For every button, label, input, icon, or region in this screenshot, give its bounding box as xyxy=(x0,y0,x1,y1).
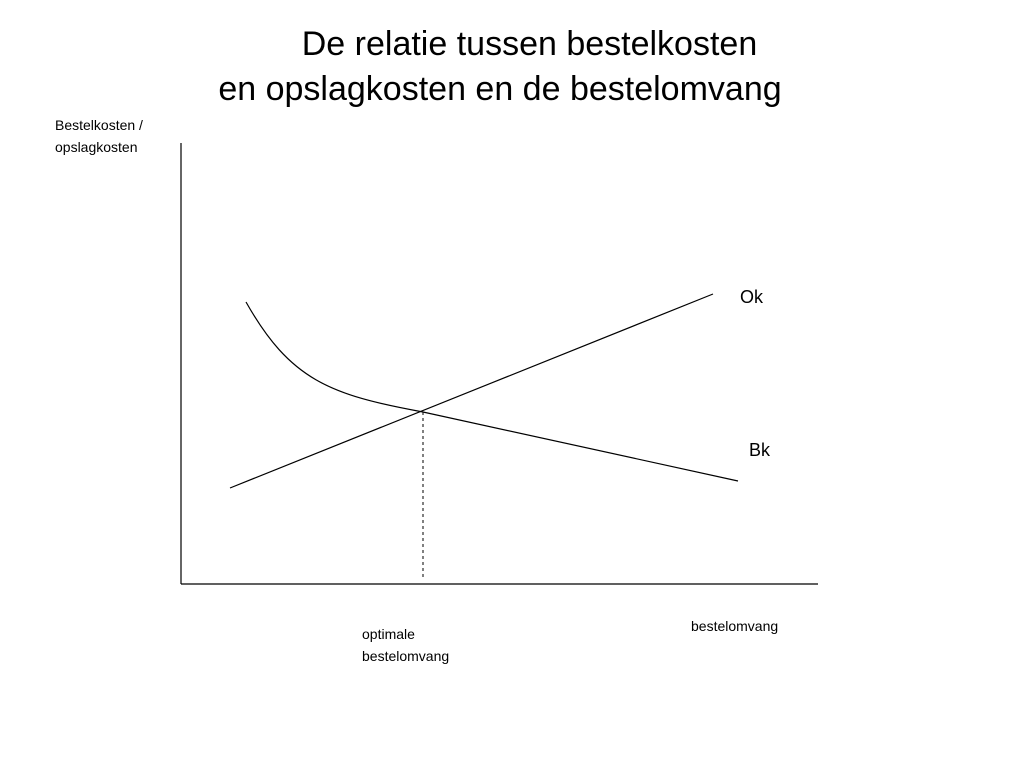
title-line-1: De relatie tussen bestelkosten xyxy=(301,25,758,63)
bk-curve-label: Bk xyxy=(749,440,771,460)
y-axis-label: Bestelkosten / opslagkosten xyxy=(55,117,143,155)
bk-curve xyxy=(246,302,738,481)
x-axis-label: bestelomvang xyxy=(691,618,779,634)
ok-curve xyxy=(230,294,713,488)
optimum-label: optimale bestelomvang xyxy=(362,626,450,664)
title-line-2: en opslagkosten en de bestelomvang xyxy=(218,70,782,108)
ok-curve-label: Ok xyxy=(740,287,764,307)
